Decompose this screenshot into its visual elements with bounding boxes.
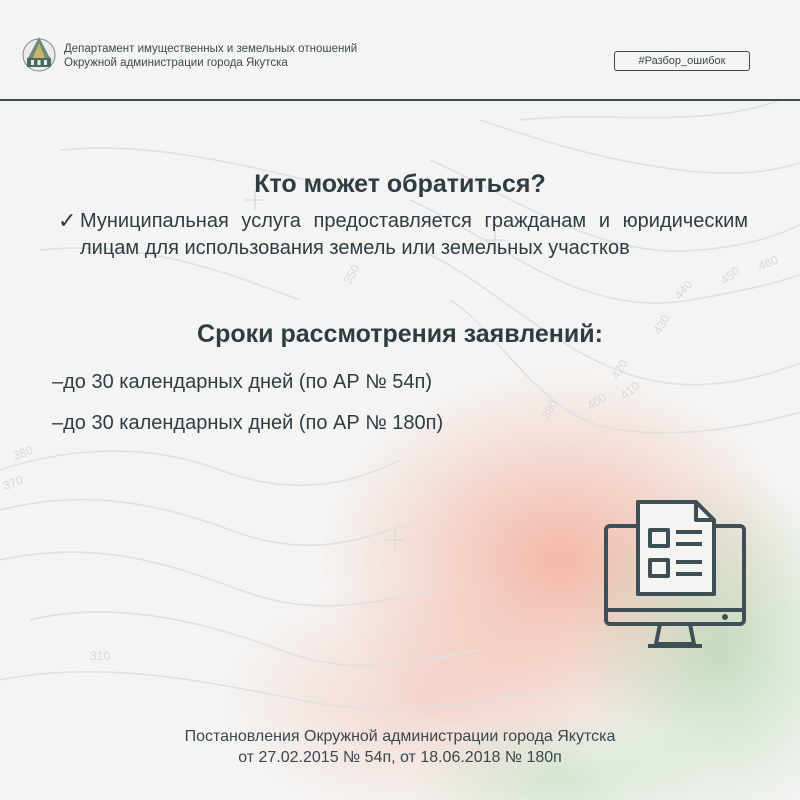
contour-label: 380 bbox=[11, 442, 35, 463]
dash-bullet: – bbox=[52, 412, 64, 434]
service-description: Муниципальная услуга предоставляется гражданам и юридическим лицам для использования земель или земельных участков bbox=[80, 210, 748, 259]
contour-label: 350 bbox=[340, 262, 363, 287]
contour-label: 440 bbox=[671, 277, 696, 302]
contour-label: 410 bbox=[617, 378, 643, 403]
term-item bbox=[52, 412, 443, 435]
department-line-2: Окружной администрации города Якутска bbox=[64, 57, 288, 69]
contour-label: 400 bbox=[584, 390, 609, 413]
contour-label: 310 bbox=[90, 649, 111, 663]
contour-label: 430 bbox=[650, 312, 673, 337]
contour-label: 390 bbox=[538, 397, 561, 422]
contour-label: 370 bbox=[1, 472, 25, 493]
footer-source bbox=[0, 726, 800, 768]
section-title-terms: Сроки рассмотрения заявлений: bbox=[197, 320, 603, 348]
contour-label: 450 bbox=[717, 263, 743, 288]
contour-label: 420 bbox=[608, 357, 631, 382]
term-item bbox=[52, 371, 432, 394]
check-icon: ✓ bbox=[58, 208, 77, 233]
footer-line-2: от 27.02.2015 № 54п, от 18.06.2018 № 180п bbox=[238, 749, 562, 766]
monitor-document-icon bbox=[600, 498, 750, 656]
term-item-text: до 30 календарных дней (по АР № 180п) bbox=[63, 412, 444, 434]
department-line-1: Департамент имущественных и земельных отношений bbox=[64, 43, 358, 55]
term-item-text: до 30 календарных дней (по АР № 54п) bbox=[63, 371, 433, 393]
hashtag-badge: #Разбор_ошибок bbox=[614, 51, 750, 71]
section-title-who: Кто может обратиться? bbox=[254, 170, 546, 198]
footer-line-1: Постановления Окружной администрации города Якутска bbox=[184, 728, 616, 745]
dash-bullet: – bbox=[52, 371, 64, 393]
contour-label: 460 bbox=[756, 252, 780, 273]
